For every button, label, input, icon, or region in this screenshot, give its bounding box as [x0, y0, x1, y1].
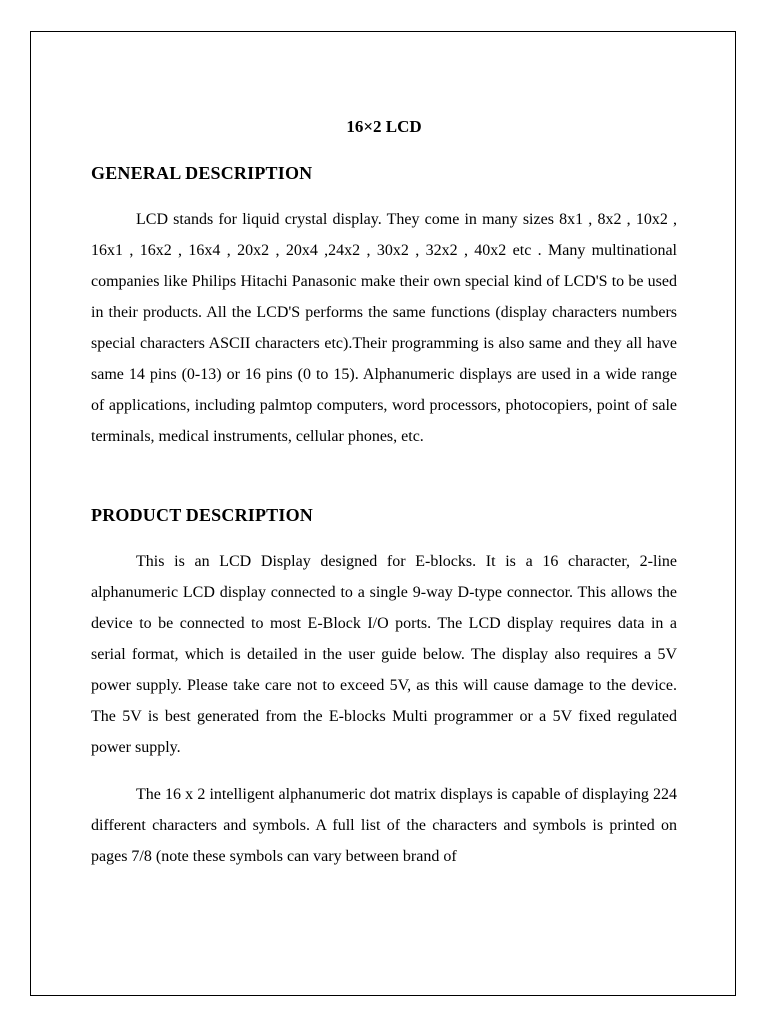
- document-title: 16×2 LCD: [346, 117, 422, 136]
- section-heading-general-description: GENERAL DESCRIPTION: [91, 163, 313, 183]
- paragraph-character-set: The 16 x 2 intelligent alphanumeric dot matrix displays is capable of displaying 224 different characters and symbols. A full list of the characters and symbols is printed on pages 7/8 (note these symbols can vary between brand of: [91, 786, 677, 865]
- paragraph-product-description: This is an LCD Display designed for E-blocks. It is a 16 character, 2-line alphanumeric LCD display connected to a single 9-way D-type connector. This allows the device to be connected to most E-Block I/O ports. The LCD display requires data in a serial format, which is detailed in the user guide below. The display also requires a 5V power supply. Please take care not to exceed 5V, as this will cause damage to the device. The 5V is best generated from the E-blocks Multi programmer or a 5V fixed regulated power supply.: [91, 553, 677, 756]
- paragraph-general-description: LCD stands for liquid crystal display. They come in many sizes 8x1 , 8x2 , 10x2 , 16x1 , 16x2 , 16x4 , 20x2 , 20x4 ,24x2 , 30x2 , 32x2 , 40x2 etc . Many multinational companies like Philips Hitachi Panasonic make their own special kind of LCD'S to be used in their products. All the LCD'S performs the same functions (display characters numbers special characters ASCII characters etc).Their programming is also same and they all have same 14 pins (0-13) or 16 pins (0 to 15). Alphanumeric displays are used in a wide range of applications, including palmtop computers, word processors, photocopiers, point of sale terminals, medical instruments, cellular phones, etc.: [91, 211, 677, 445]
- section-heading-product-description: PRODUCT DESCRIPTION: [91, 505, 313, 525]
